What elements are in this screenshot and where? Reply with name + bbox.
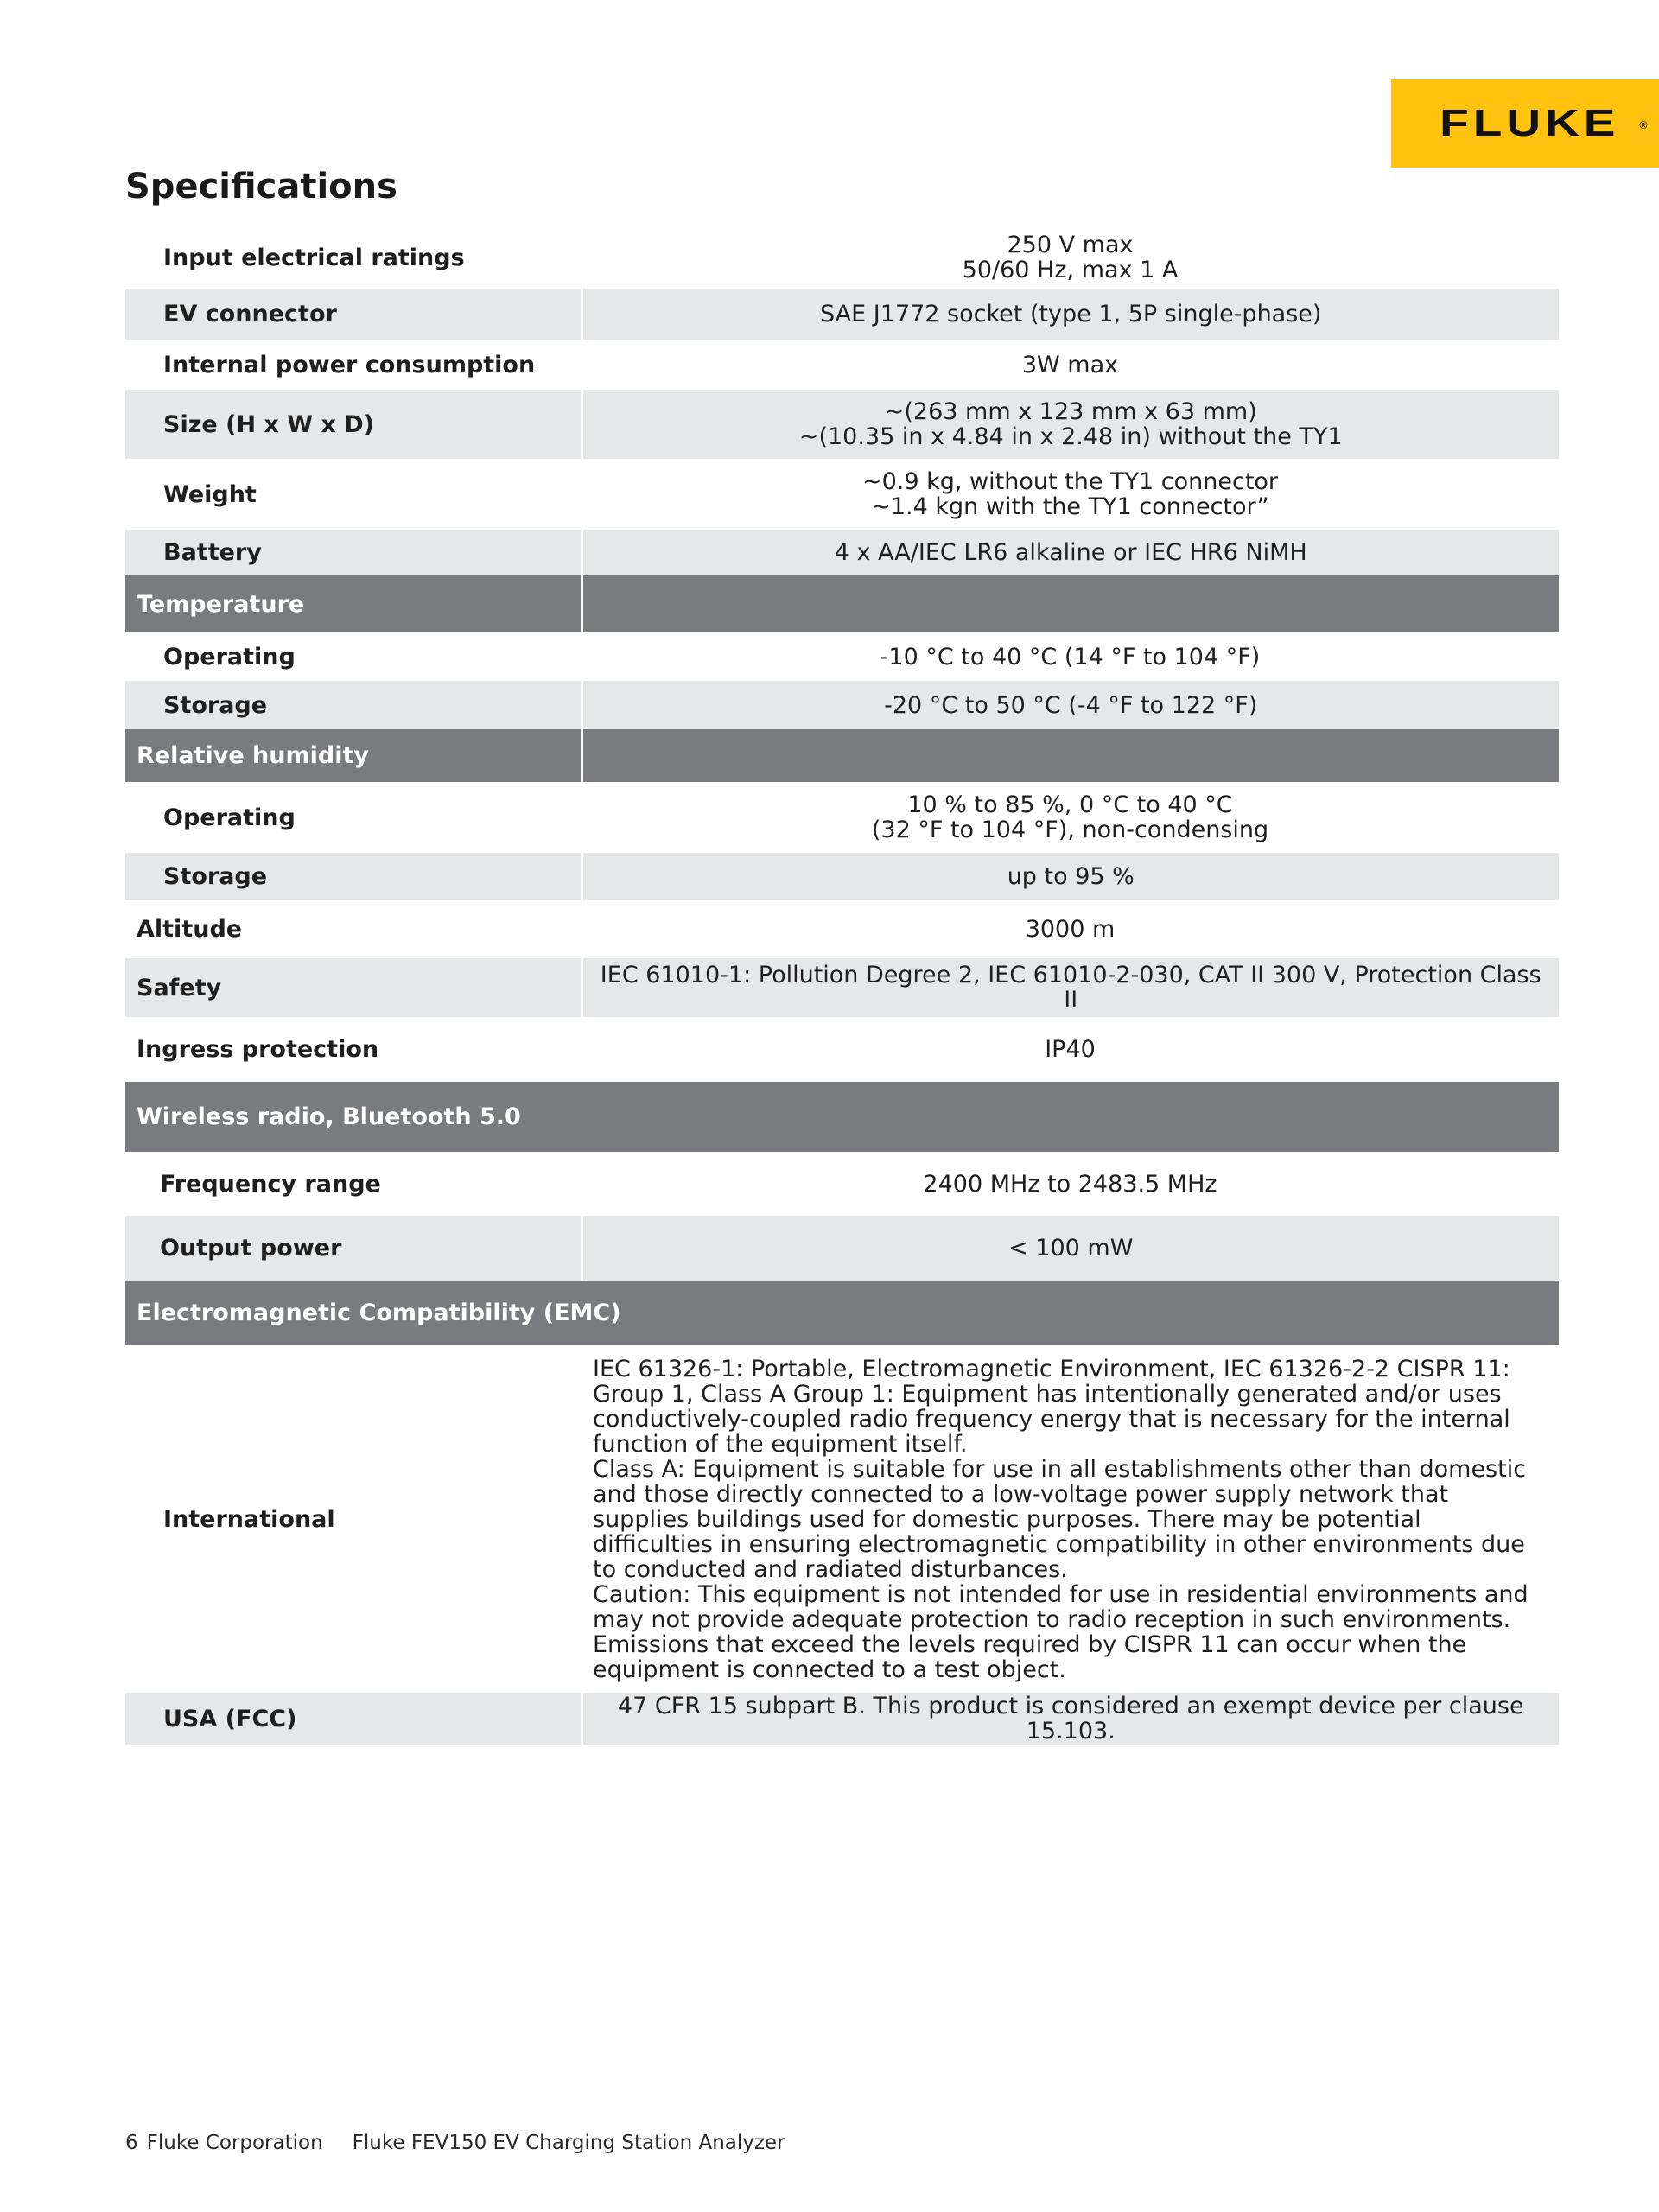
- row-value: 3W max: [1021, 351, 1119, 378]
- emc-paragraph: Class A: Equipment is suitable for use in all establishments other than domestic and those directly connected to a low-voltage power supply network that supplies buildings used for domestic purposes. There may be potential difficulties in ensuring electromagnetic compatibility in other environments due to conducted and radiated disturbances.: [593, 1455, 1527, 1583]
- row-value: -20 °C to 50 °C (-4 °F to 122 °F): [582, 681, 1559, 729]
- row-label: Input electrical ratings: [163, 244, 465, 271]
- section-label: Wireless radio, Bluetooth 5.0: [125, 1082, 1559, 1152]
- row-label: Safety: [125, 958, 582, 1017]
- table-row: [125, 958, 1559, 1017]
- emc-paragraph: Caution: This equipment is not intended for use in residential environments and may not provide adequate protection to radio reception in such environments. Emissions that exceed the levels required by CISPR 11 can occur when the equipment is connected to a test object.: [593, 1580, 1529, 1683]
- fluke-logo: [1391, 79, 1659, 168]
- row-label: Ingress protection: [137, 1036, 379, 1063]
- section-header-emc: [125, 1281, 1559, 1345]
- row-value: IP40: [1045, 1036, 1096, 1063]
- value-line: 50/60 Hz, max 1 A: [962, 257, 1179, 283]
- table-row: [125, 340, 1559, 390]
- section-header-humidity: [125, 729, 1559, 782]
- row-value: 2400 MHz to 2483.5 MHz: [923, 1170, 1217, 1198]
- value-line: ~(10.35 in x 4.84 in x 2.48 in) without the TY1: [798, 423, 1343, 450]
- row-value: [582, 782, 1559, 853]
- row-value: IEC 61010-1: Pollution Degree 2, IEC 61010-2-030, CAT II 300 V, Protection Class II: [582, 958, 1559, 1017]
- row-value: up to 95 %: [582, 853, 1559, 900]
- value-line: ~(263 mm x 123 mm x 63 mm): [884, 398, 1257, 425]
- table-row: [125, 853, 1559, 900]
- table-row: [125, 1345, 1559, 1693]
- emc-paragraph: IEC 61326-1: Portable, Electromagnetic Environment, IEC 61326-2-2 CISPR 11: Group 1, Class A Group 1: Equipment has intentionally generated and/or uses conductively-coupled radio frequency energy that is necessary for the internal function of the equipment itself.: [593, 1355, 1510, 1458]
- table-row: [125, 289, 1559, 340]
- row-value: -10 °C to 40 °C (14 °F to 104 °F): [880, 643, 1261, 671]
- section-label: Electromagnetic Compatibility (EMC): [125, 1281, 1559, 1345]
- value-line: 10 % to 85 %, 0 °C to 40 °C: [907, 791, 1233, 818]
- value-line: ~0.9 kg, without the TY1 connector: [861, 468, 1279, 495]
- row-value: [582, 459, 1559, 530]
- row-label: Operating: [163, 643, 296, 671]
- specifications-table: [125, 226, 1559, 1745]
- section-empty-cell: [582, 729, 1559, 782]
- table-row: [125, 1017, 1559, 1082]
- row-label: USA (FCC): [125, 1693, 582, 1745]
- row-label: International: [163, 1505, 335, 1533]
- value-line: ~1.4 kgn with the TY1 connector”: [871, 493, 1269, 520]
- row-value: 3000 m: [1025, 916, 1116, 943]
- table-row: [125, 530, 1559, 575]
- value-line: 250 V max: [1007, 232, 1134, 258]
- table-row: [125, 390, 1559, 459]
- row-value: [582, 1345, 1559, 1693]
- value-line: (32 °F to 104 °F), non-condensing: [871, 817, 1269, 843]
- row-label: Weight: [163, 480, 257, 508]
- section-header-wireless: [125, 1082, 1559, 1152]
- row-value: [582, 390, 1559, 459]
- row-label: Altitude: [137, 916, 243, 943]
- registered-mark: ®: [1638, 119, 1649, 131]
- table-row: [125, 1216, 1559, 1281]
- section-label: Relative humidity: [125, 729, 582, 782]
- table-row: [125, 1152, 1559, 1216]
- table-row: [125, 632, 1559, 681]
- footer-product: Fluke FEV150 EV Charging Station Analyzer: [352, 2132, 785, 2154]
- row-label: Storage: [125, 853, 582, 900]
- row-value: [582, 226, 1559, 289]
- row-label: Storage: [125, 681, 582, 729]
- row-value: < 100 mW: [582, 1216, 1559, 1281]
- row-label: Operating: [163, 804, 296, 831]
- row-label: Internal power consumption: [163, 351, 536, 378]
- table-row: [125, 900, 1559, 958]
- page-title: Specifications: [125, 167, 397, 207]
- table-row: [125, 226, 1559, 289]
- row-label: Frequency range: [160, 1170, 381, 1198]
- row-value: 4 x AA/IEC LR6 alkaline or IEC HR6 NiMH: [582, 530, 1559, 575]
- table-row: [125, 459, 1559, 530]
- section-empty-cell: [582, 575, 1559, 632]
- table-row: [125, 681, 1559, 729]
- row-label: Battery: [125, 530, 582, 575]
- page-footer: [125, 2132, 815, 2154]
- row-value: 47 CFR 15 subpart B. This product is considered an exempt device per clause 15.103.: [582, 1693, 1559, 1745]
- section-header-temperature: [125, 575, 1559, 632]
- footer-company: Fluke Corporation: [146, 2132, 323, 2154]
- logo-text: FLUKE: [1439, 102, 1620, 144]
- row-label: Size (H x W x D): [125, 390, 582, 459]
- table-row: [125, 1693, 1559, 1745]
- row-label: EV connector: [125, 289, 582, 340]
- section-label: Temperature: [125, 575, 582, 632]
- table-row: [125, 782, 1559, 853]
- row-label: Output power: [125, 1216, 582, 1281]
- row-value: SAE J1772 socket (type 1, 5P single-phase): [582, 289, 1559, 340]
- footer-page-number: 6: [125, 2132, 138, 2154]
